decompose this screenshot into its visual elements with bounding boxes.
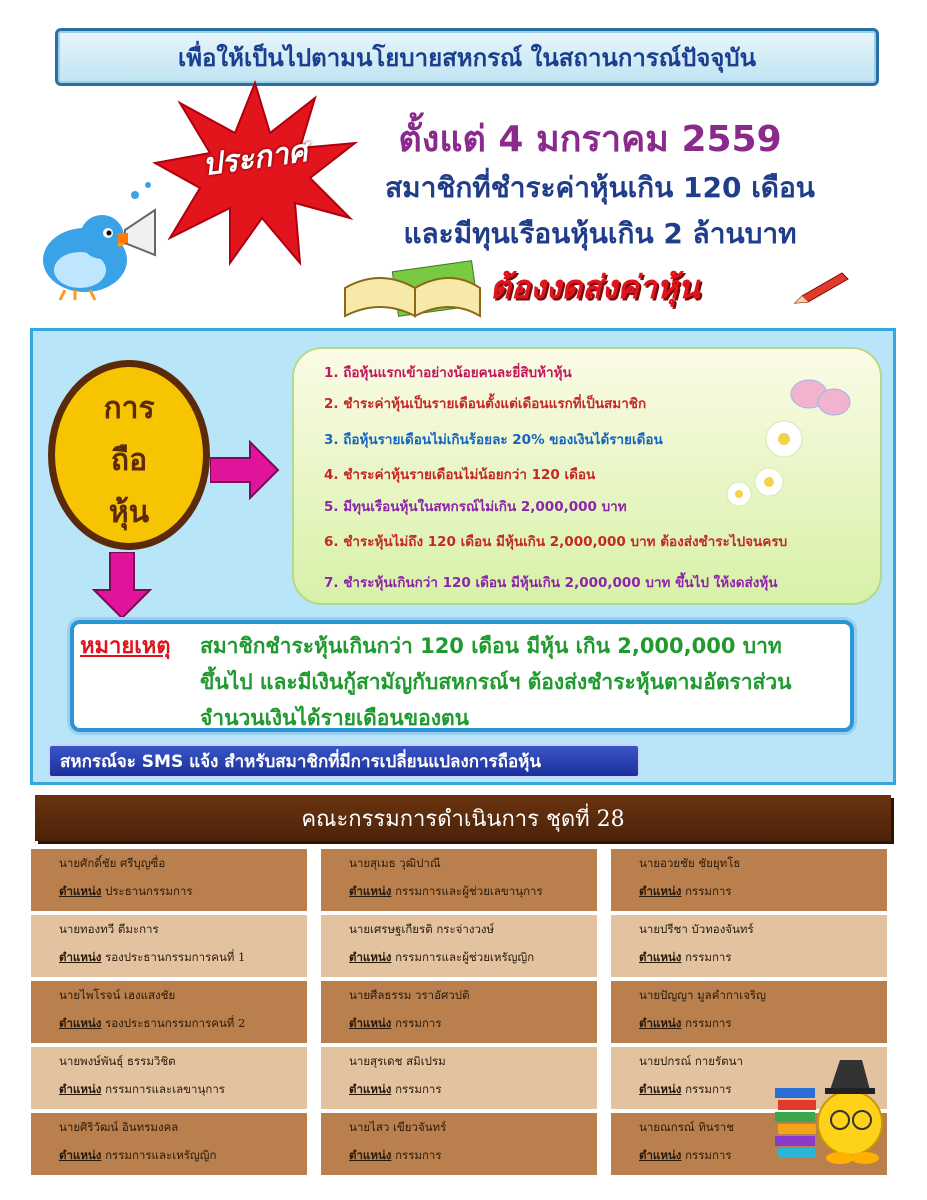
member-name: นายศักดิ์ชัย ศรีบุญซื่อ: [59, 856, 166, 870]
badge-line-1: การ: [103, 391, 155, 426]
rule-6: 6. ชำระหุ้นไม่ถึง 120 เดือน มีหุ้นเกิน 2,000,000 บาท ต้องส่งชำระไปจนครบ: [324, 534, 788, 550]
position-value: กรรมการ: [395, 1082, 442, 1096]
member-position: [349, 1015, 597, 1033]
committee-title: [35, 795, 891, 841]
position-label: ตำแหน่ง: [59, 1016, 102, 1030]
flowers-decoration-icon: [714, 364, 864, 514]
position-label: ตำแหน่ง: [59, 950, 102, 964]
member-position: [639, 883, 887, 901]
sms-notice: [48, 744, 640, 778]
position-label: ตำแหน่ง: [349, 1016, 392, 1030]
rule-1: 1. ถือหุ้นแรกเข้าอย่างน้อยคนละยี่สิบห้าหุ้น: [324, 365, 572, 381]
position-label: ตำแหน่ง: [639, 884, 682, 898]
committee-member: [30, 1046, 308, 1110]
member-name: นายศิริวัฒน์ อินทรมงคล: [59, 1120, 179, 1134]
member-position: [59, 1147, 307, 1165]
committee-table: [30, 848, 896, 1178]
rule-3: 3. ถือหุ้นรายเดือนไม่เกินร้อยละ 20% ของเงินได้รายเดือน: [324, 432, 663, 448]
position-label: ตำแหน่ง: [349, 1082, 392, 1096]
position-label: ตำแหน่ง: [349, 950, 392, 964]
member-name: นายพงษ์พันธุ์ ธรรมวิชิต: [59, 1054, 176, 1068]
committee-member: [30, 848, 308, 912]
position-value: ประธานกรรมการ: [105, 884, 193, 898]
position-value: กรรมการ: [395, 1016, 442, 1030]
position-value: กรรมการและเหรัญญิก: [105, 1148, 217, 1162]
committee-title-text: คณะกรรมการดำเนินการ ชุดที่ 28: [301, 806, 625, 832]
member-position: [349, 1147, 597, 1165]
position-value: รองประธานกรรมการคนที่ 2: [105, 1016, 246, 1030]
member-name: นายไสว เขียวจันทร์: [349, 1120, 447, 1134]
position-label: ตำแหน่ง: [59, 884, 102, 898]
effective-date: ตั้งแต่ 4 มกราคม 2559: [398, 119, 782, 160]
position-value: รองประธานกรรมการคนที่ 1: [105, 950, 246, 964]
committee-member: [610, 980, 888, 1044]
position-label: ตำแหน่ง: [639, 950, 682, 964]
committee-member: [30, 980, 308, 1044]
member-name: นายทองทวี ตีมะการ: [59, 922, 159, 936]
member-name: นายปรีชา บัวทองจันทร์: [639, 922, 754, 936]
position-label: ตำแหน่ง: [349, 884, 392, 898]
headline-line-2: และมีทุนเรือนหุ้นเกิน 2 ล้านบาท: [403, 217, 797, 250]
committee-member: [610, 914, 888, 978]
committee-member: [320, 1112, 598, 1176]
banner-text: เพื่อให้เป็นไปตามนโยบายสหกรณ์ ในสถานการณ์ปัจจุบัน: [177, 43, 756, 72]
position-label: ตำแหน่ง: [639, 1148, 682, 1162]
position-label: ตำแหน่ง: [59, 1148, 102, 1162]
mascot-books-icon: [770, 1048, 895, 1173]
note-line-3: จำนวนเงินได้รายเดือนของตน: [200, 706, 469, 730]
committee-member: [320, 980, 598, 1044]
member-name: นายปกรณ์ กายรัตนา: [639, 1054, 743, 1068]
member-position: [59, 1081, 307, 1099]
committee-member: [610, 848, 888, 912]
badge-line-2: ถือ: [110, 443, 148, 478]
member-name: นายณกรณ์ ทินราช: [639, 1120, 735, 1134]
rule-2: 2. ชำระค่าหุ้นเป็นรายเดือนตั้งแต่เดือนแรกที่เป็นสมาชิก: [324, 396, 647, 412]
headline-line-1: สมาชิกที่ชำระค่าหุ้นเกิน 120 เดือน: [385, 171, 815, 204]
committee-member: [320, 914, 598, 978]
committee-member: [320, 848, 598, 912]
member-position: [349, 1081, 597, 1099]
member-name: นายสุเมธ วุฒิปาณี: [349, 856, 441, 870]
sms-notice-text: สหกรณ์จะ SMS แจ้ง สำหรับสมาชิกที่มีการเปลี่ยนแปลงการถือหุ้น: [60, 751, 542, 772]
note-line-1: สมาชิกชำระหุ้นเกินกว่า 120 เดือน มีหุ้น เกิน 2,000,000 บาท: [200, 634, 782, 658]
bird-megaphone-icon: [30, 175, 165, 305]
position-label: ตำแหน่ง: [639, 1016, 682, 1030]
member-name: นายศีลธรรม วราอัศวปติ: [349, 988, 470, 1002]
member-name: นายอวยชัย ชัยยุทโธ: [639, 856, 741, 870]
position-value: กรรมการ: [685, 1016, 732, 1030]
share-holding-badge: [48, 360, 210, 550]
member-name: นายปัญญา มูลคำกาเจริญ: [639, 988, 766, 1002]
position-value: กรรมการและผู้ช่วยเลขานุการ: [395, 884, 543, 898]
position-value: กรรมการ: [395, 1148, 442, 1162]
position-value: กรรมการ: [685, 884, 732, 898]
member-name: นายสุรเดช สมิเปรม: [349, 1054, 446, 1068]
member-position: [59, 1015, 307, 1033]
member-position: [59, 949, 307, 967]
badge-line-3: หุ้น: [108, 495, 150, 530]
rule-7: 7. ชำระหุ้นเกินกว่า 120 เดือน มีหุ้นเกิน 2,000,000 บาท ขึ้นไป ให้งดส่งหุ้น: [324, 575, 778, 591]
committee-member: [30, 1112, 308, 1176]
rule-4: 4. ชำระค่าหุ้นรายเดือนไม่น้อยกว่า 120 เดือน: [324, 467, 596, 483]
member-position: [639, 1015, 887, 1033]
position-value: กรรมการ: [685, 1148, 732, 1162]
rule-5: 5. มีทุนเรือนหุ้นในสหกรณ์ไม่เกิน 2,000,000 บาท: [324, 499, 627, 515]
committee-member: [320, 1046, 598, 1110]
position-label: ตำแหน่ง: [349, 1148, 392, 1162]
position-label: ตำแหน่ง: [59, 1082, 102, 1096]
arrow-right-icon: [210, 440, 280, 500]
position-label: ตำแหน่ง: [639, 1082, 682, 1096]
member-name: นายไพโรจน์ เฮงแสงชัย: [59, 988, 176, 1002]
member-position: [59, 883, 307, 901]
member-name: นายเศรษฐเกียรติ กระจ่างวงษ์: [349, 922, 495, 936]
note-label: หมายเหตุ: [80, 634, 171, 659]
note-line-2: ขึ้นไป และมีเงินกู้สามัญกับสหกรณ์ฯ ต้องส่งชำระหุ้นตามอัตราส่วน: [200, 670, 792, 694]
committee-member: [30, 914, 308, 978]
rules-list: [292, 347, 882, 605]
book-icon: [340, 258, 490, 320]
announcement-title: ประกาศ: [200, 133, 310, 184]
arrow-down-icon: [92, 552, 152, 620]
position-value: กรรมการ: [685, 950, 732, 964]
position-value: กรรมการ: [685, 1082, 732, 1096]
member-position: [639, 949, 887, 967]
position-value: กรรมการและเลขานุการ: [105, 1082, 225, 1096]
position-value: กรรมการและผู้ช่วยเหรัญญิก: [395, 950, 535, 964]
must-stop-title: ต้องงดส่งค่าหุ้น: [490, 268, 700, 306]
member-position: [349, 949, 597, 967]
member-position: [349, 883, 597, 901]
pencil-icon: [790, 268, 850, 308]
